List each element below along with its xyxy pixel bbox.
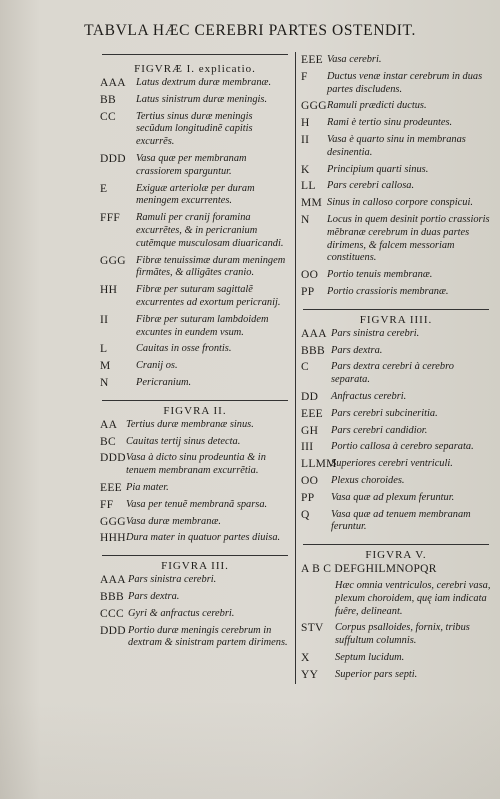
entry-label: CCC — [100, 607, 124, 620]
entry-text: Vasa duræ membranæ. — [126, 515, 221, 527]
entry-text: Latus sinistrum duræ meningis. — [136, 93, 268, 105]
entry-text: Pars dextra cerebri à cerebro separata. — [331, 361, 454, 386]
legend-entry — [100, 574, 290, 587]
entry-label: AA — [100, 418, 118, 431]
entry-text: Hæc omnia ventriculos, cerebri vasa, plexum choroidem, quę iam indicata fuêre, delineant. — [335, 579, 491, 617]
legend-entry — [301, 269, 491, 282]
entry-text: Latus dextrum duræ membranæ. — [136, 77, 272, 88]
legend-entry — [301, 54, 491, 67]
entry-label: AAA — [100, 574, 126, 587]
entry-text: Fibræ per suturam sagittalẽ excurrentes ad exortum pericranij. — [136, 284, 281, 308]
legend-entry — [301, 622, 491, 648]
entry-label: E — [100, 182, 108, 195]
entry-label: EEE — [100, 481, 122, 494]
entry-label: GGG — [301, 100, 327, 113]
entry-label: N — [301, 213, 310, 226]
legend-entry — [100, 314, 290, 340]
entry-text: Pia mater. — [126, 481, 169, 493]
legend-section — [301, 544, 491, 685]
entry-text: Cauitas in osse frontis. — [136, 343, 232, 355]
entry-label: L — [100, 343, 108, 356]
entry-text: Dura mater in quatuor partes diuisa. — [126, 532, 281, 544]
entry-label: K — [301, 163, 310, 176]
legend-entry — [100, 255, 290, 281]
legend-entry — [301, 71, 491, 97]
entry-label: GGG — [100, 515, 126, 528]
legend-entry — [100, 532, 290, 545]
entry-text: Portio crassioris membranæ. — [327, 285, 449, 297]
legend-entry — [301, 345, 491, 358]
entry-text: Portio callosa à cerebro separata. — [331, 441, 474, 453]
entry-text: Ductus venæ instar cerebrum in duas partes discludens. — [327, 70, 483, 95]
legend-entry — [100, 608, 290, 621]
legend-entry — [301, 164, 491, 177]
entry-label: CC — [100, 110, 116, 123]
entry-text: Vasa à dicto sinu prodeuntia & in tenuem membranam excurrẽtia. — [126, 452, 266, 477]
legend-entry — [100, 343, 290, 356]
entry-label: EEE — [301, 407, 323, 420]
entry-label: A B C DEFGHILMNOPQR — [301, 563, 437, 576]
entry-label: DDD — [100, 624, 126, 637]
legend-entry — [100, 436, 290, 449]
legend-entry — [100, 452, 290, 478]
legend-entry — [301, 441, 491, 454]
entry-text: Vasa quæ ad plexum feruntur. — [331, 491, 455, 503]
entry-text: Locus in quem desinit portio crassioris mẽbranæ cerebrum in duas partes dirimens, & falcem messoriam constituens. — [327, 213, 490, 264]
right-column — [301, 54, 491, 685]
legend-entry — [100, 591, 290, 604]
entry-text: Rami è tertio sinu prodeuntes. — [327, 117, 453, 129]
section-title: FIGVRÆ I. explicatio. — [134, 63, 256, 75]
entry-label: AAA — [301, 327, 327, 340]
legend-entry — [100, 94, 290, 107]
entry-text: Gyri & anfractus cerebri. — [128, 607, 235, 619]
legend-entry — [301, 134, 491, 160]
legend-entry — [301, 214, 491, 265]
section-divider — [303, 309, 489, 310]
legend-entry — [100, 625, 290, 651]
entry-text: Fibræ tenuissimæ duram meningem firmãtes, & alligãtes cranio. — [136, 254, 286, 279]
entry-label: II — [301, 133, 310, 146]
legend-entry — [301, 100, 491, 113]
legend-entry — [301, 563, 491, 576]
legend-section — [100, 54, 290, 394]
legend-entry — [301, 328, 491, 341]
entry-label: PP — [301, 285, 315, 298]
legend-entry — [100, 153, 290, 179]
entry-label: Q — [301, 508, 310, 521]
left-column — [100, 54, 290, 654]
legend-entry — [100, 284, 290, 310]
legend-entry — [301, 580, 491, 618]
legend-entry — [100, 212, 290, 250]
page-shadow — [0, 700, 500, 799]
entry-text: Tertius sinus duræ meningis secũdum longitudinẽ capitis excurrẽs. — [136, 110, 253, 148]
entry-label: MM — [301, 197, 323, 210]
entry-label: BBB — [301, 344, 325, 357]
legend-entry — [301, 391, 491, 404]
entry-text: Superiores cerebri ventriculi. — [331, 458, 453, 470]
entry-text: Portio tenuis membranæ. — [327, 269, 433, 281]
legend-entry — [100, 419, 290, 432]
legend-entry — [301, 509, 491, 535]
entry-label: C — [301, 361, 309, 374]
entry-label: BC — [100, 435, 116, 448]
entry-label: BBB — [100, 590, 124, 603]
legend-section — [301, 309, 491, 538]
legend-entry — [100, 360, 290, 373]
entry-text: Principium quarti sinus. — [327, 163, 429, 175]
entry-text: Portio duræ meningis cerebrum in dextram & sinistram partem dirimens. — [128, 624, 288, 649]
column-divider — [295, 52, 296, 684]
entry-text: Anfractus cerebri. — [331, 390, 407, 402]
entry-text: Pars sinistra cerebri. — [128, 574, 217, 586]
entry-label: OO — [301, 269, 319, 282]
entry-label: LLMM — [301, 458, 337, 471]
entry-label: II — [100, 313, 109, 326]
section-divider — [102, 555, 288, 556]
entry-text: Corpus psalloides, fornix, tribus suffultum columnis. — [335, 622, 470, 647]
entry-label: GH — [301, 424, 319, 437]
entry-label: FFF — [100, 212, 121, 225]
legend-entry — [100, 499, 290, 512]
entry-text: Plexus choroides. — [331, 474, 405, 486]
entry-label: GGG — [100, 254, 126, 267]
legend-entry — [100, 111, 290, 149]
entry-text: Pericranium. — [136, 376, 192, 388]
legend-entry — [100, 183, 290, 209]
legend-entry — [301, 669, 491, 682]
legend-entry — [301, 117, 491, 130]
entry-text: Pars dextra. — [128, 590, 180, 602]
section-title: FIGVRA III. — [161, 560, 229, 573]
entry-text: Septum lucidum. — [335, 651, 405, 663]
entry-text: Vasa per tenuẽ membranã sparsa. — [126, 498, 268, 510]
entry-text: Vasa cerebri. — [327, 54, 382, 65]
entry-label: F — [301, 70, 308, 83]
legend-entry — [301, 475, 491, 488]
page-title: TABVLA HÆC CEREBRI PARTES OSTENDIT. — [84, 22, 416, 39]
section-title: FIGVRA V. — [365, 549, 427, 562]
legend-entry — [301, 197, 491, 210]
entry-text: Exiguæ arteriolæ per duram meningem excurrentes. — [136, 182, 255, 207]
legend-section — [100, 400, 290, 549]
entry-text: Ramuli per cranij foramina excurrẽtes, & in pericranium cutẽmque musculosam diuaricandi. — [136, 212, 284, 249]
entry-text: Pars sinistra cerebri. — [331, 327, 420, 339]
legend-entry — [301, 361, 491, 387]
entry-text: Pars dextra. — [331, 344, 383, 356]
entry-label: HHH — [100, 532, 126, 545]
entry-text: Pars cerebri candidior. — [331, 424, 428, 436]
entry-label: III — [301, 441, 314, 454]
entry-text: Fibræ per suturam lambdoidem excuntes in eundem vsum. — [136, 313, 269, 338]
section-divider — [102, 54, 288, 55]
section-divider — [303, 544, 489, 545]
entry-text: Superior pars septi. — [335, 668, 418, 680]
section-title: FIGVRA II. — [163, 404, 227, 417]
entry-label: STV — [301, 622, 324, 635]
entry-label: M — [100, 360, 111, 373]
entry-label: LL — [301, 180, 316, 193]
entry-text: Vasa è quarto sinu in membranas desinentia. — [327, 133, 466, 158]
entry-text: Ramuli prædicti ductus. — [327, 100, 427, 112]
entry-label: FF — [100, 498, 114, 511]
legend-entry — [301, 652, 491, 665]
entry-label: BB — [100, 93, 116, 106]
entry-text: Vasa quæ per membranam crassiorem sparguntur. — [136, 152, 247, 177]
entry-label: X — [301, 651, 310, 664]
entry-text: Pars cerebri subcineritia. — [331, 407, 438, 419]
entry-label: DDD — [100, 152, 126, 165]
entry-text: Vasa quæ ad tenuem membranam feruntur. — [331, 508, 471, 533]
legend-section — [301, 54, 491, 303]
entry-label: DD — [301, 390, 319, 403]
entry-label: YY — [301, 668, 319, 681]
entry-text: Tertius duræ membranæ sinus. — [126, 418, 254, 430]
entry-label: H — [301, 117, 310, 130]
legend-entry — [301, 286, 491, 299]
entry-label: EEE — [301, 54, 323, 66]
legend-entry — [100, 516, 290, 529]
legend-entry — [301, 408, 491, 421]
entry-text: Pars cerebri callosa. — [327, 180, 415, 192]
entry-label: DDD — [100, 452, 126, 465]
legend-section — [100, 555, 290, 654]
legend-entry — [301, 180, 491, 193]
entry-text: Cranij os. — [136, 360, 178, 372]
legend-entry — [301, 458, 491, 471]
entry-label: OO — [301, 474, 319, 487]
entry-label: N — [100, 376, 109, 389]
entry-text: Cauitas tertij sinus detecta. — [126, 435, 241, 447]
legend-entry — [301, 425, 491, 438]
legend-entry — [100, 482, 290, 495]
legend-entry — [301, 492, 491, 505]
entry-text: Sinus in calloso corpore conspicui. — [327, 197, 473, 209]
legend-entry — [100, 77, 290, 90]
entry-label — [301, 580, 335, 618]
entry-label: PP — [301, 491, 315, 504]
legend-entry — [100, 377, 290, 390]
entry-label: HH — [100, 284, 118, 297]
section-title: FIGVRA IIII. — [359, 313, 433, 326]
section-divider — [102, 400, 288, 401]
entry-label: AAA — [100, 77, 126, 89]
